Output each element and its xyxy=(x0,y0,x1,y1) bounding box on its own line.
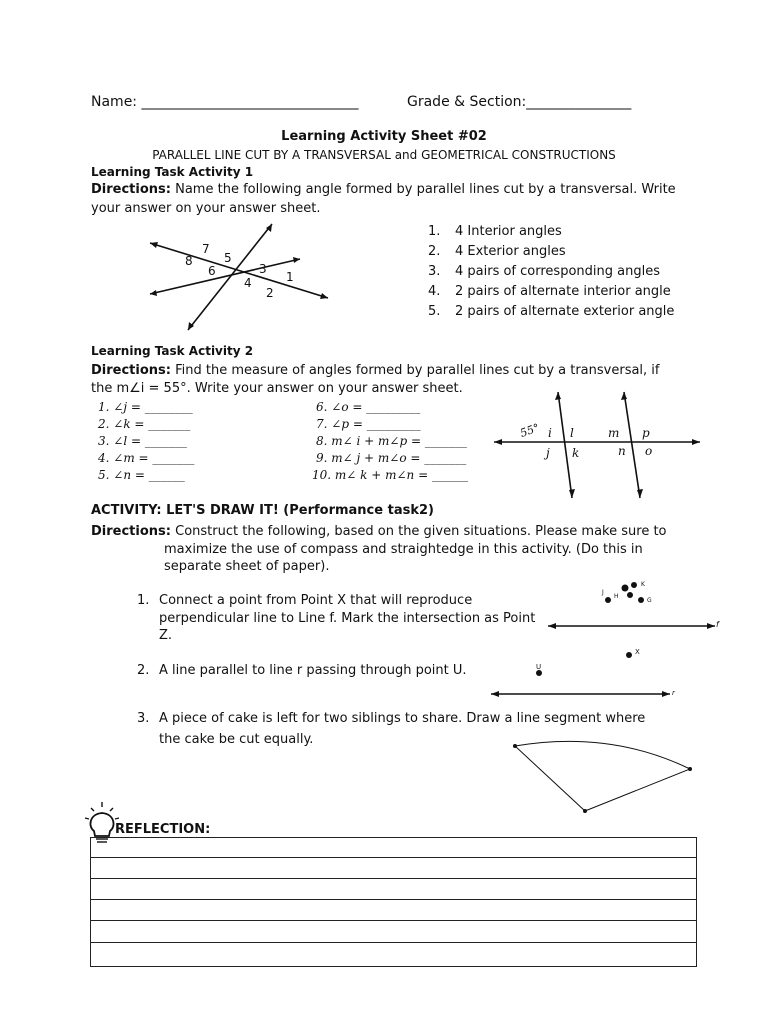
directions-text: Name the following angle formed by parallel lines cut by a transversal. Write xyxy=(170,182,676,197)
question-item: 4. ∠m = _______ xyxy=(98,451,195,465)
question-item: 8. m∠ i + m∠p = _______ xyxy=(316,434,467,448)
angle-label: k xyxy=(572,446,580,460)
directions-label: Directions: xyxy=(91,524,171,539)
question-item: 9. m∠ j + m∠o = _______ xyxy=(316,451,467,465)
task1-heading: Learning Task Activity 1 xyxy=(91,165,254,179)
question-item: 1. ∠j = ________ xyxy=(98,400,193,414)
line-label: r xyxy=(672,689,675,697)
activity-item-number: 3. xyxy=(137,711,150,726)
answer-line xyxy=(91,899,697,900)
directions-text: Find the measure of angles formed by parallel lines cut by a transversal, if xyxy=(170,363,660,378)
activity-directions-line2: maximize the use of compass and straightedge in this activity. (Do this in xyxy=(164,542,643,557)
point-label: X xyxy=(635,648,640,656)
sheet-subtitle: PARALLEL LINE CUT BY A TRANSVERSAL and GEOMETRICAL CONSTRUCTIONS xyxy=(152,148,616,162)
angle-label: l xyxy=(570,426,574,440)
name-field-label: Name: _______________________________ xyxy=(91,94,359,110)
activity-item-number: 1. xyxy=(137,593,150,608)
angle-label: i xyxy=(548,426,552,440)
angle-label: 5 xyxy=(224,251,232,265)
activity-item-number: 2. xyxy=(137,663,150,678)
task2-heading: Learning Task Activity 2 xyxy=(91,344,254,358)
angle-label: p xyxy=(642,426,650,440)
question-item: 5. ∠n = ______ xyxy=(98,468,185,482)
activity-heading: ACTIVITY: LET'S DRAW IT! (Performance task2) xyxy=(91,503,434,518)
point-label: I xyxy=(622,586,624,593)
angle-label: n xyxy=(618,444,626,458)
activity-directions-line3: separate sheet of paper). xyxy=(164,559,330,574)
reflection-label: REFLECTION: xyxy=(115,822,211,837)
activity-item-line: A piece of cake is left for two siblings to share. Draw a line segment where xyxy=(159,711,646,726)
point-label: H xyxy=(614,593,619,600)
angle-label: 1 xyxy=(286,270,294,284)
point-label: U xyxy=(536,663,542,671)
task1-directions-line2: your answer on your answer sheet. xyxy=(91,201,321,216)
angle-label: 7 xyxy=(202,242,210,256)
angle-label: 8 xyxy=(185,254,193,268)
answer-line xyxy=(91,878,697,879)
question-item: 3. ∠l = _______ xyxy=(98,434,187,448)
list-item: 4. 2 pairs of alternate interior angle xyxy=(428,284,671,299)
angle-label: 2 xyxy=(266,286,274,300)
answer-line xyxy=(91,920,697,921)
activity-item-line: A line parallel to line r passing through point U. xyxy=(159,663,467,678)
line-label: f xyxy=(716,620,719,629)
angle-label: 4 xyxy=(244,276,252,290)
question-item: 2. ∠k = _______ xyxy=(98,417,191,431)
point-label: J xyxy=(602,589,604,596)
directions-label: Directions: xyxy=(91,182,171,197)
answer-line xyxy=(91,942,697,943)
angle-label: 3 xyxy=(259,262,267,276)
angle-label: o xyxy=(645,444,653,458)
question-item: 10. m∠ k + m∠n = ______ xyxy=(312,468,468,482)
point-label: K xyxy=(641,581,645,588)
angle-label: 6 xyxy=(208,264,216,278)
list-item: 3. 4 pairs of corresponding angles xyxy=(428,264,660,279)
list-item: 2. 4 Exterior angles xyxy=(428,244,566,259)
task2-directions-line2: the m∠i = 55°. Write your answer on your answer sheet. xyxy=(91,381,463,396)
directions-label: Directions: xyxy=(91,363,171,378)
list-item: 1. 4 Interior angles xyxy=(428,224,562,239)
activity-item-line: perpendicular line to Line f. Mark the intersection as Point xyxy=(159,611,536,626)
angle-label: j xyxy=(546,446,550,460)
grade-section-field-label: Grade & Section:_______________ xyxy=(407,94,632,110)
answer-line xyxy=(91,857,697,858)
activity-item-line: Connect a point from Point X that will reproduce xyxy=(159,593,473,608)
angle-measure-label: 55° xyxy=(518,421,542,440)
directions-text: Construct the following, based on the given situations. Please make sure to xyxy=(170,524,667,539)
activity-item-line: Z. xyxy=(159,628,173,643)
angle-label: m xyxy=(608,426,620,440)
question-item: 6. ∠o = _________ xyxy=(316,400,421,414)
activity-item-line: the cake be cut equally. xyxy=(159,732,314,747)
question-item: 7. ∠p = _________ xyxy=(316,417,421,431)
list-item: 5. 2 pairs of alternate exterior angle xyxy=(428,304,675,319)
point-label: G xyxy=(647,597,652,604)
sheet-title: Learning Activity Sheet #02 xyxy=(281,129,487,144)
